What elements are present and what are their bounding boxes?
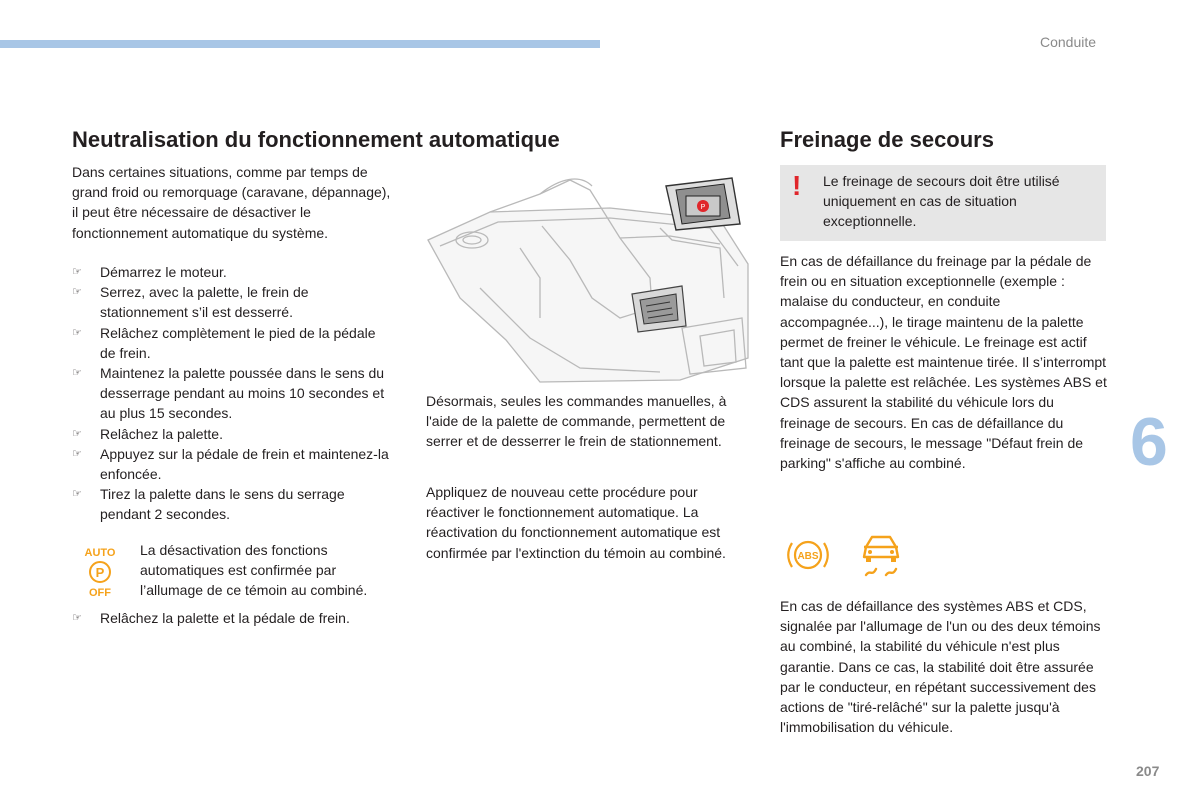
right-section-title: Freinage de secours xyxy=(780,127,994,152)
section-name: Conduite xyxy=(1040,34,1097,50)
list-item: ☞ Tirez la palette dans le sens du serrage pendant 2 secondes. xyxy=(72,486,345,523)
svg-text:P: P xyxy=(95,565,105,580)
svg-text:AUTO: AUTO xyxy=(84,547,116,559)
svg-text:ABS: ABS xyxy=(797,551,819,562)
warning-text: Le freinage de secours doit être utilisé uniquement en cas de situation exceptionnelle. xyxy=(823,173,1060,230)
bullet-arrow-icon: ☞ xyxy=(72,488,82,501)
bullet-arrow-icon: ☞ xyxy=(72,612,82,624)
abs-warning-icon xyxy=(786,533,830,577)
list-item: ☞ Relâchez complètement le pied de la pédale de frein. xyxy=(72,324,376,361)
middle-para-2: Appliquez de nouveau cette procédure pour réactiver le fonctionnement automatique. La réactivation du fonctionnement automatique est confirmée par l'extinction du témoin au combiné. xyxy=(426,484,726,561)
auto-note: La désactivation des fonctions automatiques est confirmée par l’allumage de ce témoin au combiné. xyxy=(140,542,368,599)
bullet-arrow-icon: ☞ xyxy=(72,427,82,440)
page-number: 207 xyxy=(1136,763,1160,779)
left-section-title: Neutralisation du fonctionnement automatique xyxy=(72,127,560,152)
stability-control-icon xyxy=(858,531,904,579)
list-item: ☞ Démarrez le moteur. xyxy=(72,262,392,282)
list-item: ☞ Relâchez la palette et la pédale de frein. xyxy=(72,608,392,628)
bullet-arrow-icon: ☞ xyxy=(72,266,82,278)
svg-text:P: P xyxy=(700,204,706,211)
bullet-arrow-icon: ☞ xyxy=(72,447,82,460)
final-step xyxy=(72,608,392,628)
exclamation-icon: ! xyxy=(792,170,802,201)
middle-para-1: Désormais, seules les commandes manuelles, à l'aide de la palette de commande, permettent de serrer et de desserrer le frein de stationnement. xyxy=(426,393,727,450)
list-item: ☞ Maintenez la palette poussée dans le sens du desserrage pendant au moins 10 secondes et au plus 15 secondes. xyxy=(72,365,385,422)
svg-text:OFF: OFF xyxy=(89,587,111,599)
bullet-arrow-icon: ☞ xyxy=(72,367,82,380)
parking-brake-illustration xyxy=(420,168,750,386)
bullet-arrow-icon: ☞ xyxy=(72,286,82,299)
left-intro: Dans certaines situations, comme par temps de grand froid ou remorquage (caravane, dépannage), il peut être nécessaire de désactiver le fonctionnement automatique du système. xyxy=(72,164,391,241)
list-item: ☞ Relâchez la palette. xyxy=(72,424,392,444)
list-item: ☞ Appuyez sur la pédale de frein et maintenez-la enfoncée. xyxy=(72,445,389,483)
chapter-number: 6 xyxy=(1130,404,1168,480)
list-item: ☞ Serrez, avec la palette, le frein de stationnement s’il est desserré. xyxy=(72,284,309,321)
bullet-arrow-icon: ☞ xyxy=(72,326,82,339)
header-accent-bar xyxy=(0,40,600,48)
auto-park-off-icon xyxy=(78,545,122,599)
procedure-steps xyxy=(72,262,392,525)
right-para-1: En cas de défaillance du freinage par la pédale de frein ou en situation exceptionnelle (exemple : malaise du conducteur, en conduite accompagnée...), le tirage maintenu de la palette permet de freiner le véhicule. Le freinage est actif tant que la palette est maintenue tirée. Il s’interrompt lorsque la palette est relâchée. Les systèmes ABS et CDS assurent la stabilité du véhicule lors du freinage de secours. En cas de défaillance du freinage de secours, le message "Défaut frein de parking" s'affiche au combiné. xyxy=(780,253,1107,472)
right-para-2: En cas de défaillance des systèmes ABS et CDS, signalée par l'allumage de l'un ou des deux témoins au combiné, la stabilité du véhicule n'est plus garantie. Dans ce cas, la stabilité doit être assurée par le conducteur, en répétant successivement des actions de "tiré-relâché" sur la palette jusqu'à l'immobilisation du véhicule. xyxy=(780,598,1101,736)
